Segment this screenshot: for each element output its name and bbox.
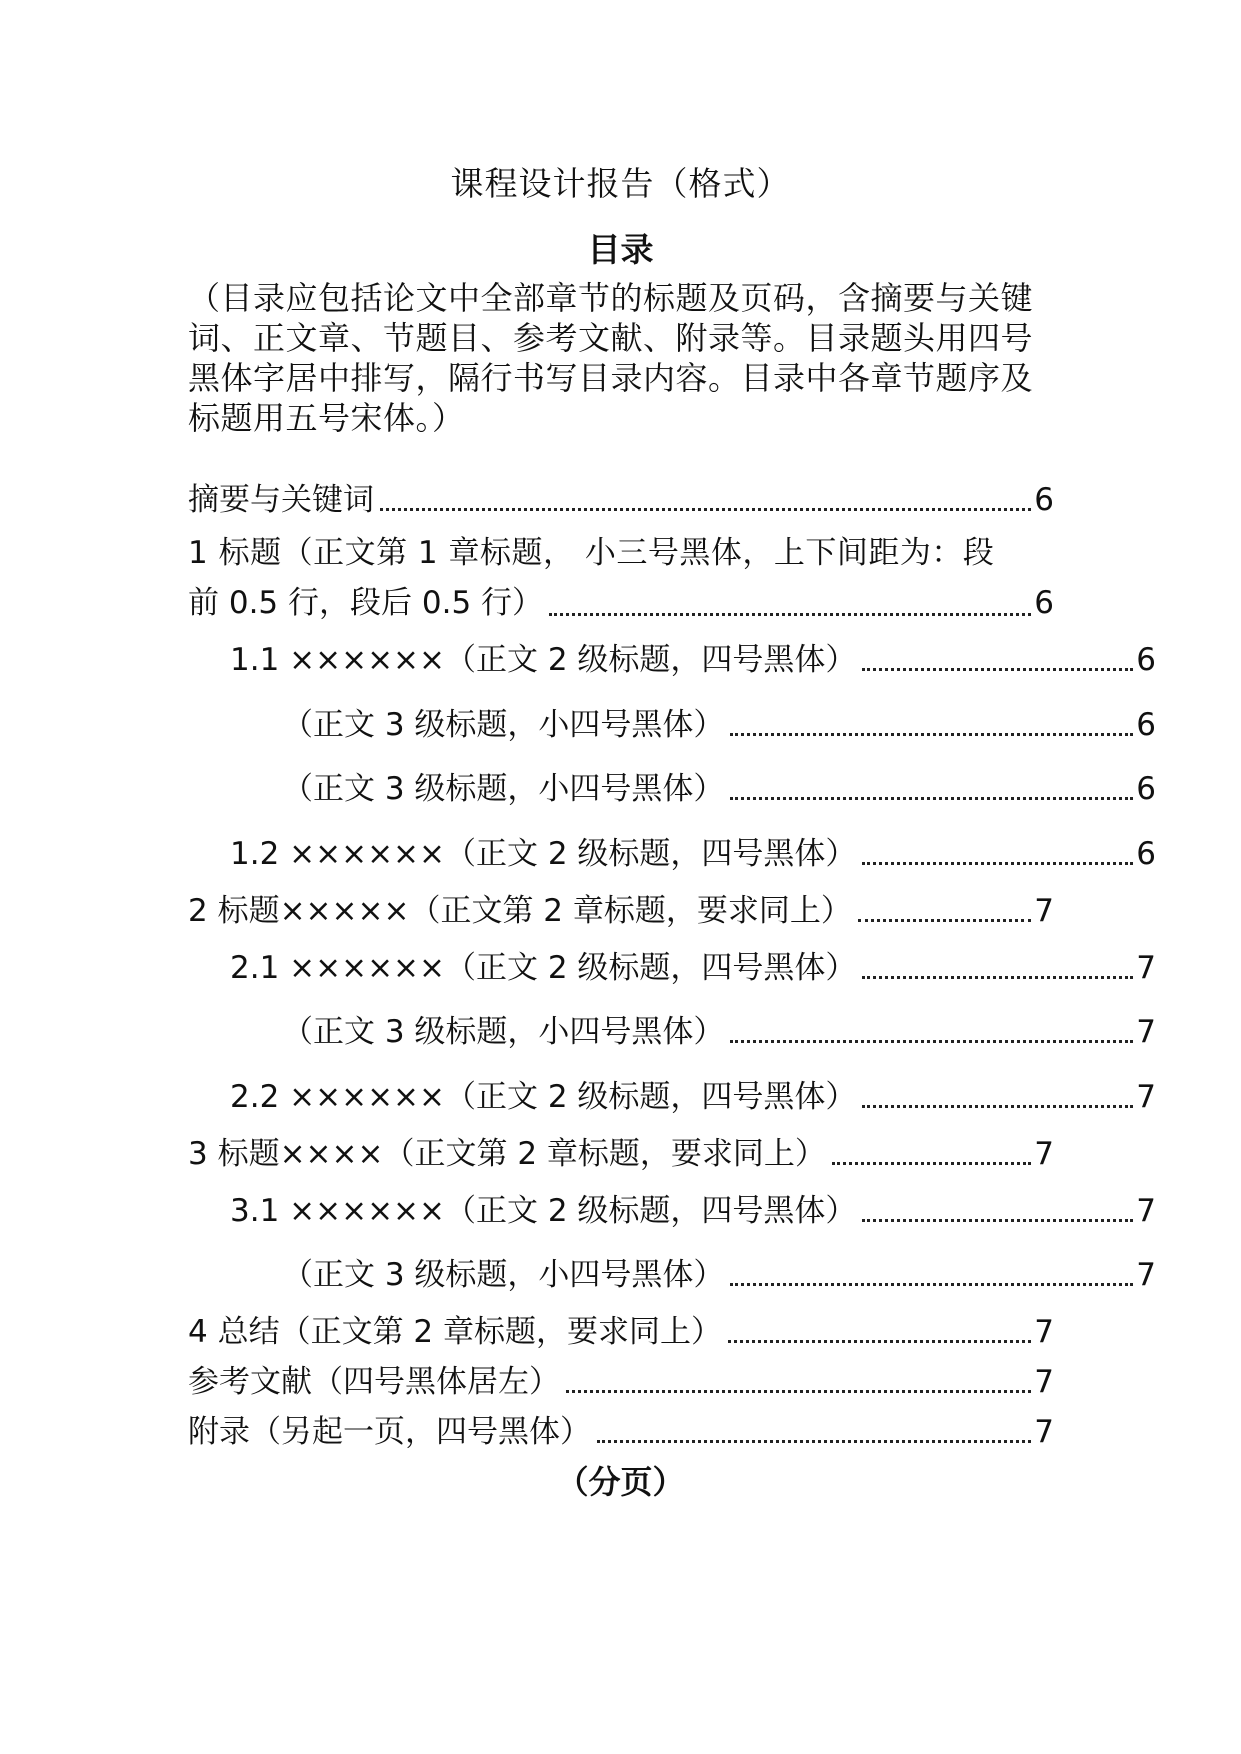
- toc-instructions-note: （目录应包括论文中全部章节的标题及页码，含摘要与关键词、正文章、节题目、参考文献、附录等。目录题头用四号黑体字居中排写，隔行书写目录内容。目录中各章节题序及标题用五号宋体。）: [188, 279, 1034, 437]
- dot-leader: [862, 1219, 1133, 1222]
- toc-entry-page: 7: [1034, 1136, 1054, 1172]
- dot-leader: [730, 1040, 1133, 1043]
- dot-leader: [862, 862, 1133, 865]
- dot-leader: [858, 919, 1031, 922]
- toc-entry-line2: [188, 578, 1054, 628]
- toc-entry-references[interactable]: [188, 1362, 1054, 1402]
- toc-entry-chapter-1[interactable]: [188, 528, 1054, 628]
- dot-leader: [380, 508, 1031, 511]
- dot-leader: [566, 1390, 1031, 1393]
- toc-entry-page: 7: [1136, 1014, 1156, 1050]
- toc-entry-section-2-1[interactable]: [230, 948, 1156, 988]
- toc-entry-label: 2.1 ××××××（正文 2 级标题，四号黑体）: [230, 950, 857, 986]
- dot-leader: [597, 1440, 1031, 1443]
- dot-leader: [730, 797, 1133, 800]
- toc-entry-chapter-4[interactable]: [188, 1312, 1054, 1352]
- dot-leader: [730, 1283, 1133, 1286]
- toc-entry-page: 7: [1034, 1314, 1054, 1350]
- toc-entry-abstract[interactable]: [188, 480, 1054, 520]
- toc-entry-page: 7: [1034, 1414, 1054, 1450]
- document-title: 课程设计报告（格式）: [450, 164, 791, 203]
- toc-entry-subsection-1-1-b[interactable]: [282, 769, 1156, 809]
- toc-entry-page: 6: [1136, 642, 1156, 678]
- toc-entry-label: 3 标题××××（正文第 2 章标题，要求同上）: [188, 1136, 826, 1172]
- toc-entry-label: （正文 3 级标题，小四号黑体）: [282, 1014, 725, 1050]
- toc-entry-page: 7: [1136, 1257, 1156, 1293]
- toc-entry-label: 参考文献（四号黑体居左）: [188, 1364, 560, 1400]
- dot-leader: [549, 613, 1031, 616]
- dot-leader: [862, 1105, 1133, 1108]
- toc-entry-label-line2: 前 0.5 行，段后 0.5 行）: [188, 585, 544, 621]
- toc-entry-page: 7: [1136, 1193, 1156, 1229]
- toc-entry-label: 1.2 ××××××（正文 2 级标题，四号黑体）: [230, 836, 857, 872]
- page-break-marker: （分页）: [556, 1463, 685, 1501]
- toc-entry-label: （正文 3 级标题，小四号黑体）: [282, 771, 725, 807]
- toc-entry-page: 6: [1136, 707, 1156, 743]
- toc-entry-label-line1: 1 标题（正文第 1 章标题， 小三号黑体，上下间距为：段: [188, 535, 995, 571]
- toc-entry-page: 7: [1136, 950, 1156, 986]
- dot-leader: [862, 668, 1133, 671]
- dot-leader: [730, 733, 1133, 736]
- toc-entry-section-1-1[interactable]: [230, 640, 1156, 680]
- toc-entry-page: 6: [1136, 771, 1156, 807]
- toc-entry-page: 6: [1136, 836, 1156, 872]
- toc-entry-label: 附录（另起一页，四号黑体）: [188, 1414, 591, 1450]
- toc-entry-subsection-3-1-a[interactable]: [282, 1255, 1156, 1295]
- toc-entry-page: 7: [1034, 1364, 1054, 1400]
- toc-entry-label: （正文 3 级标题，小四号黑体）: [282, 707, 725, 743]
- toc-entry-label: 摘要与关键词: [188, 482, 374, 518]
- dot-leader: [862, 976, 1133, 979]
- toc-entry-label: （正文 3 级标题，小四号黑体）: [282, 1257, 725, 1293]
- toc-entry-label: 1.1 ××××××（正文 2 级标题，四号黑体）: [230, 642, 857, 678]
- toc-entry-chapter-3[interactable]: [188, 1134, 1054, 1174]
- toc-entry-section-3-1[interactable]: [230, 1191, 1156, 1231]
- toc-entry-page: 7: [1034, 893, 1054, 929]
- toc-entry-section-2-2[interactable]: [230, 1077, 1156, 1117]
- dot-leader: [728, 1340, 1031, 1343]
- toc-entry-appendix[interactable]: [188, 1412, 1054, 1452]
- toc-entry-subsection-2-1-a[interactable]: [282, 1012, 1156, 1052]
- toc-entry-section-1-2[interactable]: [230, 834, 1156, 874]
- toc-entry-subsection-1-1-a[interactable]: [282, 705, 1156, 745]
- dot-leader: [832, 1162, 1031, 1165]
- toc-entry-page: 7: [1136, 1079, 1156, 1115]
- toc-entry-page: 6: [1034, 482, 1054, 518]
- toc-entry-page: 6: [1034, 585, 1054, 621]
- toc-entry-chapter-2[interactable]: [188, 891, 1054, 931]
- toc-entry-label: 3.1 ××××××（正文 2 级标题，四号黑体）: [230, 1193, 857, 1229]
- toc-entry-label: 2 标题×××××（正文第 2 章标题，要求同上）: [188, 893, 852, 929]
- toc-entry-label: 4 总结（正文第 2 章标题，要求同上）: [188, 1314, 723, 1350]
- toc-heading: 目录: [587, 230, 654, 269]
- toc-entry-label: 2.2 ××××××（正文 2 级标题，四号黑体）: [230, 1079, 857, 1115]
